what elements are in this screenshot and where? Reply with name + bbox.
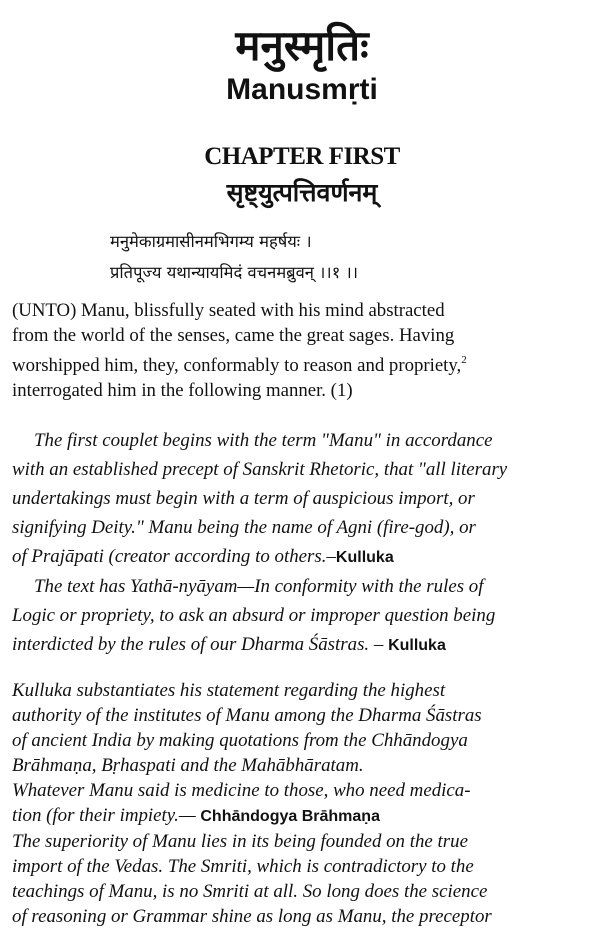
comm-line-5: Whatever Manu said is medicine to those, who need medica- — [12, 780, 471, 801]
notes-line-8-text: interdicted by the rules of our Dharma Śāstras. – — [12, 634, 384, 655]
translation-line-4: interrogated him in the following manner. (1) — [12, 380, 353, 401]
comm-line-3: of ancient India by making quotations from the Chhāndogya — [12, 730, 468, 751]
chapter-subtitle-devanagari: सृष्ट्युत्पत्तिवर्णनम् — [226, 178, 378, 207]
commentary-notes — [12, 426, 592, 660]
comm-line-8: import of the Vedas. The Smriti, which is contradictory to the — [12, 856, 474, 877]
comm-line-4: Brāhmaṇa, Bṛhaspati and the Mahābhāratam. — [12, 755, 364, 776]
notes-line-4: signifying Deity." Manu being the name of Agni (fire-god), or — [12, 517, 476, 538]
sanskrit-verse — [12, 226, 592, 288]
comm-line-7: The superiority of Manu lies in its being founded on the true — [12, 831, 468, 852]
citation-chhandogya: Chhāndogya Brāhmaṇa — [200, 808, 380, 825]
comm-line-1: Kulluka substantiates his statement regarding the highest — [12, 680, 446, 701]
citation-kulluka: Kulluka — [335, 549, 394, 566]
notes-line-8 — [12, 630, 592, 660]
notes-line-5 — [12, 542, 592, 572]
comm-line-2: authority of the institutes of Manu among the Dharma Śāstras — [12, 705, 482, 726]
title-devanagari: मनुस्मृतिः — [235, 21, 369, 70]
notes-line-7: Logic or propriety, to ask an absurd or improper question being — [12, 605, 496, 626]
citation-kulluka: Kulluka — [388, 637, 446, 654]
translation-line-2: from the world of the senses, came the great sages. Having — [12, 325, 455, 346]
translation-line-1: (UNTO) Manu, blissfully seated with his mind abstracted — [12, 300, 445, 321]
notes-line-6: The text has Yathā-nyāyam—In conformity with the rules of — [34, 576, 484, 597]
verse-line-2: प्रतिपूज्य यथान्यायमिदं वचनमब्रुवन् ।।१ ।। — [110, 263, 359, 282]
notes-line-3: undertakings must begin with a term of auspicious import, or — [12, 488, 475, 509]
translation-paragraph — [12, 298, 592, 403]
verse-line-1: मनुमेकाग्रमासीनमभिगम्य महर्षयः । — [110, 232, 312, 251]
comm-line-6 — [12, 803, 592, 829]
comm-line-10: of reasoning or Grammar shine as long as Manu, the preceptor — [12, 906, 492, 927]
translation-line-3 — [12, 348, 592, 378]
chapter-heading: CHAPTER FIRST — [204, 143, 400, 170]
commentary-paragraph — [12, 678, 592, 929]
title-latin: Manusmṛti — [226, 73, 378, 106]
comm-line-6-text: tion (for their impiety.— — [12, 805, 201, 826]
notes-line-5-text: of Prajāpati (creator according to others.– — [12, 546, 336, 567]
comm-line-9: teachings of Manu, is no Smriti at all. So long does the science — [12, 881, 488, 902]
translation-line-3-text: worshipped him, they, conformably to reason and propriety, — [12, 355, 462, 376]
notes-line-2: with an established precept of Sanskrit Rhetoric, that "all literary — [12, 459, 508, 480]
notes-line-1: The first couplet begins with the term "Manu" in accordance — [34, 430, 493, 451]
footnote-marker: 2 — [461, 354, 467, 366]
